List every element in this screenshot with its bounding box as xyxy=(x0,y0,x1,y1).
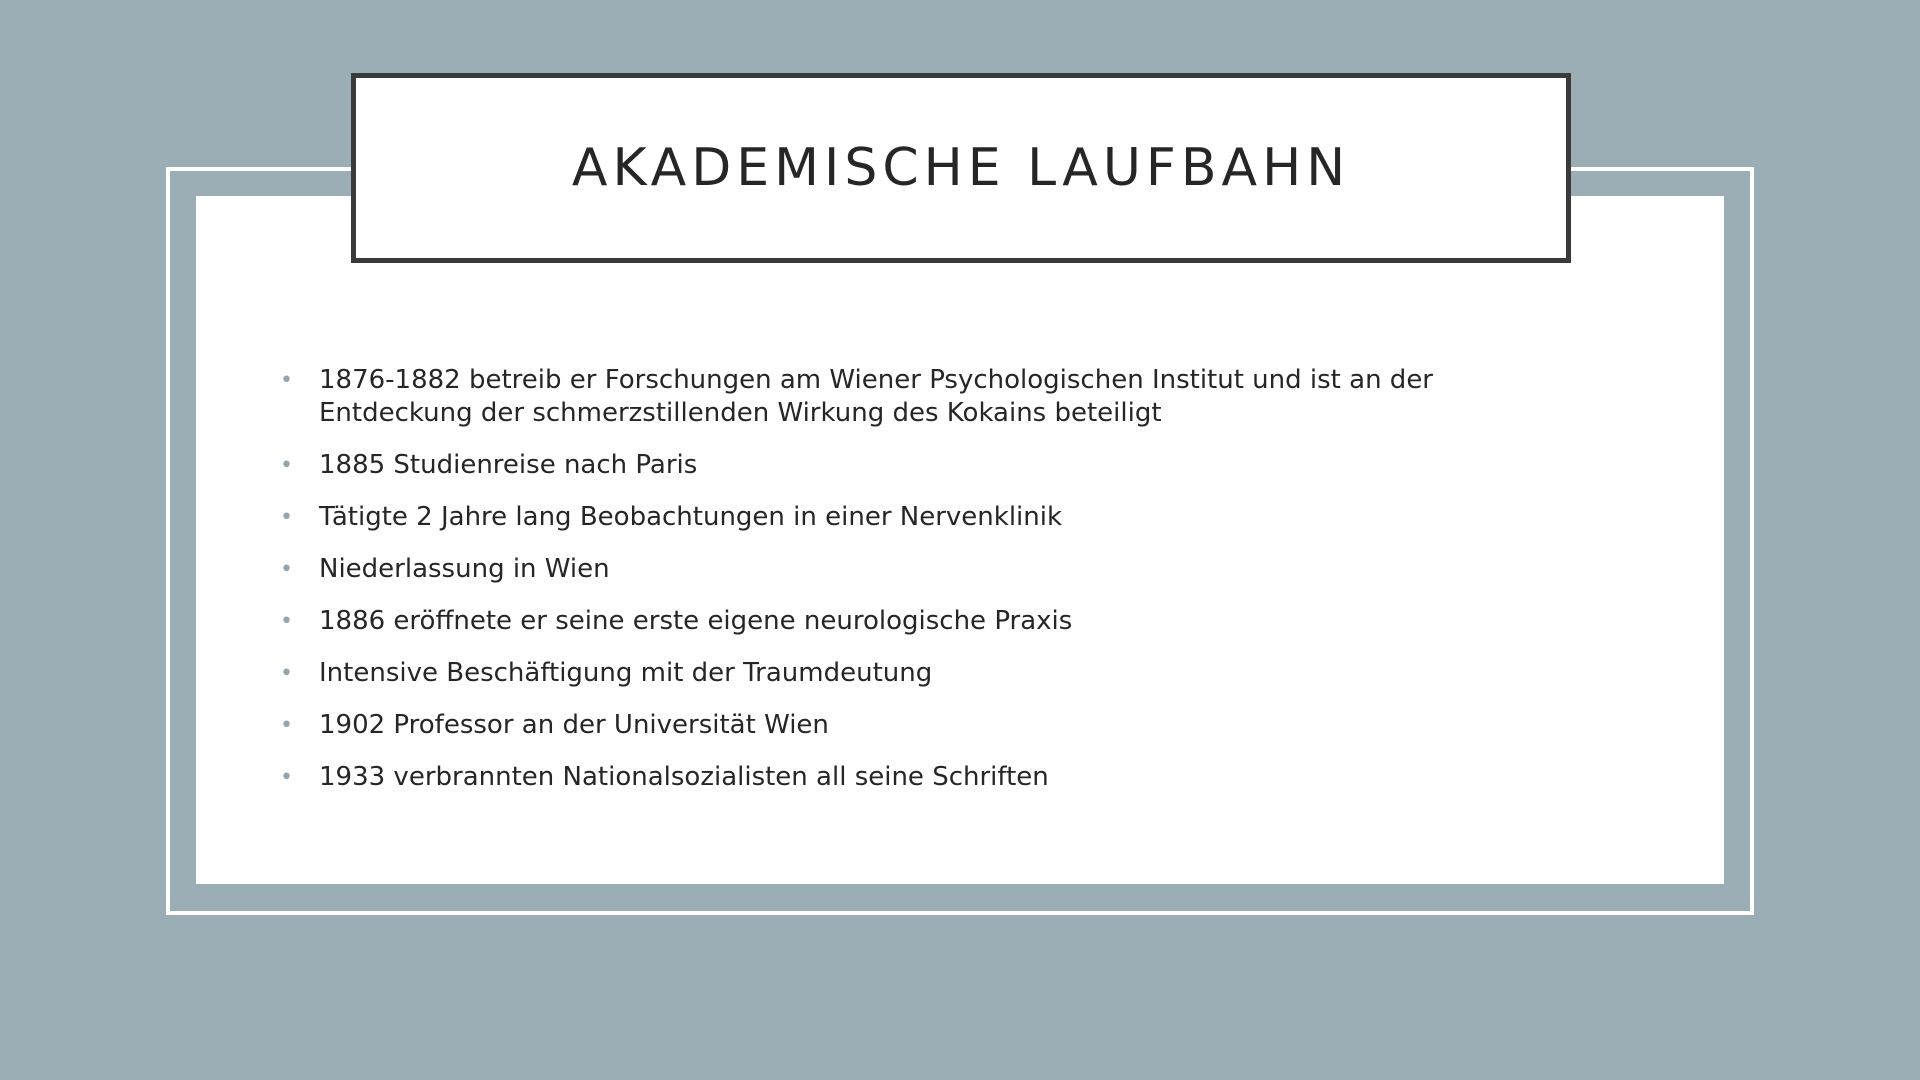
list-item-text: 1933 verbrannten Nationalsozialisten all seine Schriften xyxy=(319,762,1049,792)
list-item-text: 1885 Studienreise nach Paris xyxy=(319,450,698,480)
bullet-list xyxy=(280,364,1580,813)
list-item xyxy=(280,657,1580,690)
list-item-text: 1886 eröffnete er seine erste eigene neurologische Praxis xyxy=(319,606,1073,636)
bullet-icon: • xyxy=(280,505,293,530)
list-item-text: 1876-1882 betreib er Forschungen am Wiener Psychologischen Institut und ist an der Entdeckung der schmerzstillenden Wirkung des Kokains beteiligt xyxy=(319,365,1434,428)
list-item-text: 1902 Professor an der Universität Wien xyxy=(319,710,829,740)
list-item xyxy=(280,761,1580,794)
list-item xyxy=(280,364,1580,430)
list-item xyxy=(280,553,1580,586)
bullet-icon: • xyxy=(280,557,293,582)
list-item-text: Intensive Beschäftigung mit der Traumdeutung xyxy=(319,658,933,688)
list-item xyxy=(280,605,1580,638)
list-item-text: Tätigte 2 Jahre lang Beobachtungen in einer Nervenklinik xyxy=(319,502,1063,532)
bullet-icon: • xyxy=(280,609,293,634)
slide-title: AKADEMISCHE LAUFBAHN xyxy=(571,138,1351,198)
bullet-icon: • xyxy=(280,368,293,393)
list-item xyxy=(280,501,1580,534)
list-item xyxy=(280,449,1580,482)
bullet-icon: • xyxy=(280,453,293,478)
title-box xyxy=(351,73,1571,263)
bullet-icon: • xyxy=(280,661,293,686)
bullet-icon: • xyxy=(280,765,293,790)
bullet-icon: • xyxy=(280,713,293,738)
list-item-text: Niederlassung in Wien xyxy=(319,554,610,584)
list-item xyxy=(280,709,1580,742)
